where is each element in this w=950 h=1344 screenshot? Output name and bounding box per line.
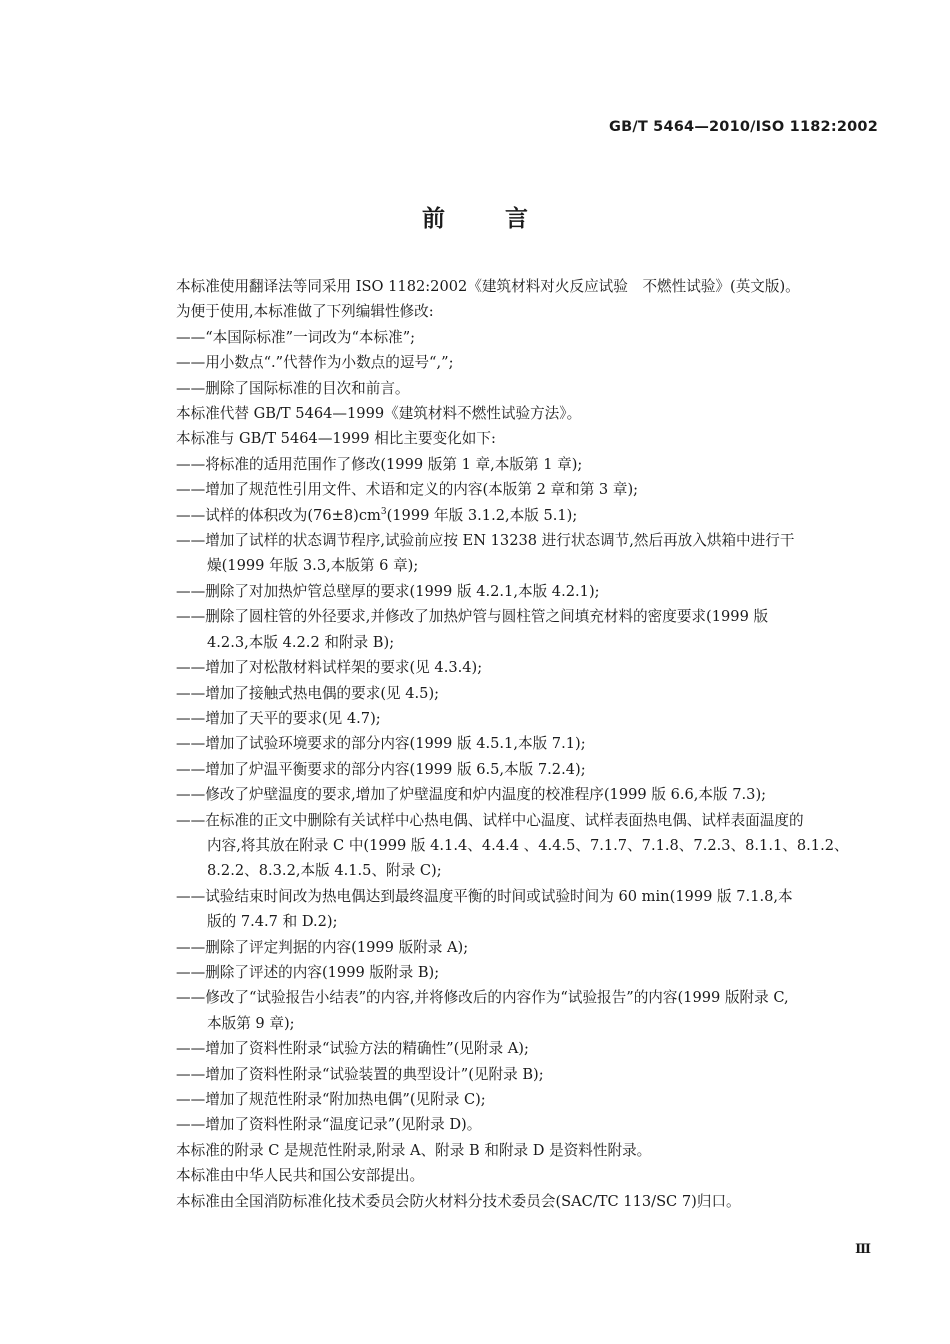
paragraph-line: ——删除了国际标准的目次和前言。	[176, 379, 410, 397]
list-item-line: ——修改了“试验报告小结表”的内容,并将修改后的内容作为“试验报告”的内容(1999 版附录 C,	[176, 989, 789, 1007]
list-item	[176, 477, 881, 502]
list-item-line: ——增加了接触式热电偶的要求(见 4.5);	[176, 684, 440, 702]
intro-paragraphs	[176, 274, 881, 452]
paragraph-line: 本标准使用翻译法等同采用 ISO 1182:2002《建筑材料对火反应试验 不燃性试验》(英文版)。	[176, 278, 800, 295]
list-item-line: ——增加了炉温平衡要求的部分内容(1999 版 6.5,本版 7.2.4);	[176, 760, 586, 778]
standard-code: GB/T 5464—2010/ISO 1182:2002	[608, 119, 878, 135]
list-item	[176, 960, 881, 985]
list-item	[176, 1112, 881, 1137]
list-item-text: (1999 年版 3.1.2,本版 5.1);	[386, 506, 578, 524]
list-item	[176, 604, 881, 655]
list-item	[176, 1036, 881, 1061]
list-item	[176, 782, 881, 807]
list-item	[176, 985, 881, 1036]
list-item	[176, 731, 881, 756]
list-item-line: ——增加了试样的状态调节程序,试验前应按 EN 13238 进行状态调节,然后再放入烘箱中进行干	[176, 532, 795, 550]
list-item-text: ——试样的体积改为(76±8)cm	[176, 506, 381, 524]
paragraph-line: 本标准代替 GB/T 5464—1999《建筑材料不燃性试验方法》。	[176, 405, 582, 423]
list-item-line: ——删除了评定判据的内容(1999 版附录 A);	[176, 938, 469, 956]
paragraph-line: 本标准由中华人民共和国公安部提出。	[176, 1167, 425, 1185]
list-item-line: ——删除了圆柱管的外径要求,并修改了加热炉管与圆柱管之间填充材料的密度要求(1999 版	[176, 608, 769, 626]
list-item	[176, 655, 881, 680]
list-item-line: ——增加了资料性附录“温度记录”(见附录 D)。	[176, 1116, 482, 1134]
list-item-line: ——增加了资料性附录“试验装置的典型设计”(见附录 B);	[176, 1065, 544, 1083]
list-item	[176, 935, 881, 960]
paragraph-line: 为便于使用,本标准做了下列编辑性修改:	[176, 303, 434, 321]
closing-paragraphs	[176, 1138, 881, 1214]
superscript: 3	[380, 506, 387, 517]
list-item	[176, 706, 881, 731]
list-item-line: 8.2.2、8.3.2,本版 4.1.5、附录 C);	[207, 862, 442, 880]
list-item	[176, 1087, 881, 1112]
list-item	[176, 681, 881, 706]
list-item	[176, 579, 881, 604]
paragraph-line: 本标准的附录 C 是规范性附录,附录 A、附录 B 和附录 D 是资料性附录。	[176, 1141, 652, 1159]
list-item	[176, 1062, 881, 1087]
page-number: Ⅲ	[855, 1242, 870, 1257]
list-item	[176, 528, 881, 579]
list-item-line: 燥(1999 年版 3.3,本版第 6 章);	[207, 557, 419, 575]
list-item-line: ——将标准的适用范围作了修改(1999 版第 1 章,本版第 1 章);	[176, 455, 583, 473]
paragraph-line: ——用小数点“.”代替作为小数点的逗号“,”;	[176, 354, 454, 372]
list-item-line: ——删除了评述的内容(1999 版附录 B);	[176, 963, 440, 981]
paragraph-line: ——“本国际标准”一词改为“本标准”;	[176, 328, 416, 346]
list-item-line: 内容,将其放在附录 C 中(1999 版 4.1.4、4.4.4 、4.4.5、7.1.7、7.1.8、7.2.3、8.1.1、8.1.2、	[207, 836, 849, 854]
list-item-line: ——修改了炉壁温度的要求,增加了炉壁温度和炉内温度的校准程序(1999 版 6.6,本版 7.3);	[176, 786, 767, 804]
document-body	[176, 274, 881, 1214]
list-item-line: ——增加了天平的要求(见 4.7);	[176, 709, 381, 727]
list-item-line: ——删除了对加热炉管总壁厚的要求(1999 版 4.2.1,本版 4.2.1);	[176, 582, 600, 600]
paragraph-line: 本标准与 GB/T 5464—1999 相比主要变化如下:	[176, 430, 496, 448]
list-item-line: 4.2.3,本版 4.2.2 和附录 B);	[207, 633, 395, 651]
page-title: 前言	[422, 206, 588, 232]
list-item-line: ——在标准的正文中删除有关试样中心热电偶、试样中心温度、试样表面热电偶、试样表面温度的	[176, 811, 804, 829]
list-item-line: ——试验结束时间改为热电偶达到最终温度平衡的时间或试验时间为 60 min(1999 版 7.1.8,本	[176, 887, 793, 905]
paragraph-line: 本标准由全国消防标准化技术委员会防火材料分技术委员会(SAC/TC 113/SC 7)归口。	[176, 1192, 741, 1210]
list-item-line: ——增加了资料性附录“试验方法的精确性”(见附录 A);	[176, 1040, 529, 1058]
list-item-line: 版的 7.4.7 和 D.2);	[207, 913, 338, 931]
list-item-line: ——增加了对松散材料试样架的要求(见 4.3.4);	[176, 659, 483, 677]
changes-list	[176, 452, 881, 1138]
list-item	[176, 757, 881, 782]
list-item	[176, 884, 881, 935]
list-item-line: ——增加了规范性引用文件、术语和定义的内容(本版第 2 章和第 3 章);	[176, 481, 639, 499]
list-item	[176, 503, 881, 528]
list-item	[176, 808, 881, 884]
list-item-line: ——增加了试验环境要求的部分内容(1999 版 4.5.1,本版 7.1);	[176, 735, 586, 753]
list-item-line: ——增加了规范性附录“附加热电偶”(见附录 C);	[176, 1091, 486, 1108]
list-item-line: 本版第 9 章);	[207, 1014, 295, 1032]
list-item	[176, 452, 881, 477]
